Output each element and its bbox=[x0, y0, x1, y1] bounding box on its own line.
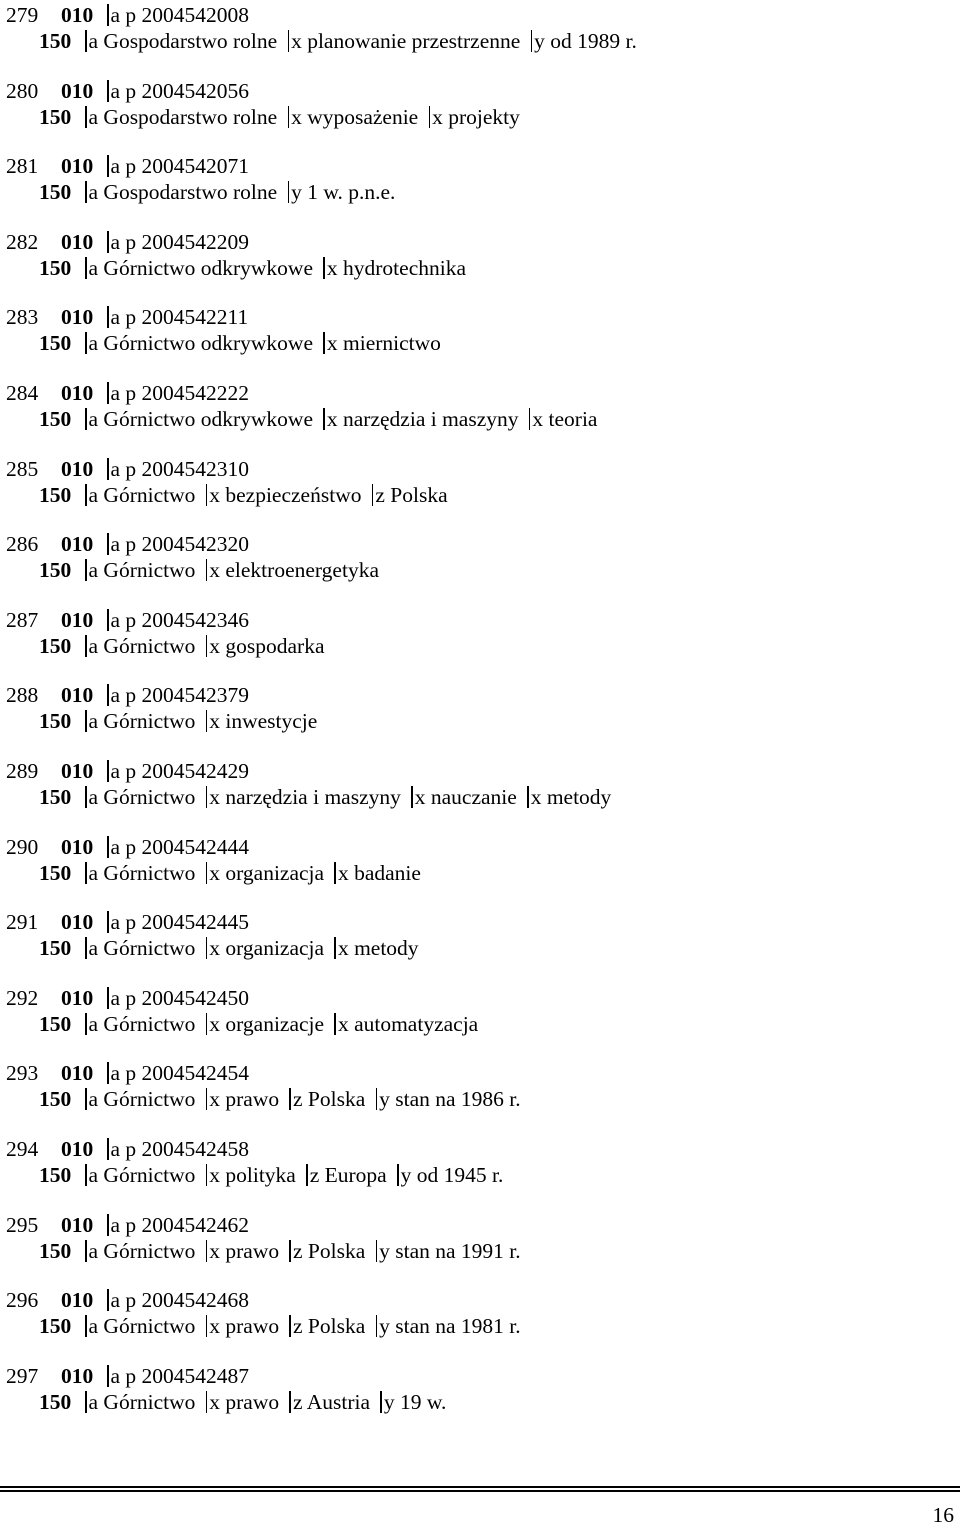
record-entry bbox=[6, 1060, 946, 1120]
subfield: a Górnictwo bbox=[88, 1087, 196, 1112]
record-header-line bbox=[6, 1136, 249, 1162]
subfield-delimiter bbox=[107, 1214, 109, 1236]
subfield-delimiter bbox=[206, 1013, 208, 1035]
subfield: y stan na 1986 r. bbox=[379, 1087, 521, 1112]
subfield: x organizacja bbox=[209, 860, 325, 885]
heading-line bbox=[39, 1238, 521, 1264]
subfield: y od 1989 r. bbox=[534, 29, 637, 53]
record-entry bbox=[6, 1212, 946, 1272]
subfield: a Górnictwo odkrywkowe bbox=[88, 407, 314, 431]
subfield-delimiter bbox=[85, 937, 87, 959]
subfield: a Górnictwo bbox=[88, 936, 196, 961]
subfield-delimiter bbox=[85, 1164, 87, 1186]
subfield-delimiter bbox=[85, 408, 87, 430]
field-tag: 010 bbox=[61, 1137, 94, 1161]
control-number: a p 2004542379 bbox=[110, 683, 250, 708]
subfield-delimiter bbox=[323, 257, 325, 279]
subfield-delimiter bbox=[107, 4, 109, 26]
subfield-delimiter bbox=[206, 559, 208, 581]
subfield-delimiter bbox=[107, 231, 109, 253]
subfield-delimiter bbox=[107, 1365, 109, 1387]
page-number: 16 bbox=[932, 1503, 954, 1527]
subfield-delimiter bbox=[107, 533, 109, 555]
subfield: y 19 w. bbox=[383, 1389, 447, 1414]
subfield-delimiter bbox=[85, 106, 87, 128]
subfield-delimiter bbox=[85, 257, 87, 279]
subfield: a Górnictwo bbox=[88, 1389, 196, 1414]
record-number: 280 bbox=[6, 78, 39, 103]
subfield: z Polska bbox=[292, 1314, 366, 1339]
subfield: x metody bbox=[337, 936, 419, 961]
field-tag: 010 bbox=[61, 834, 94, 859]
field-tag: 150 bbox=[39, 1314, 72, 1339]
field-tag: 150 bbox=[39, 255, 72, 280]
subfield: x metody bbox=[530, 785, 612, 809]
record-header-line bbox=[6, 985, 249, 1011]
field-tag: 010 bbox=[61, 154, 94, 179]
heading-line bbox=[39, 255, 466, 281]
control-number: a p 2004542008 bbox=[110, 3, 250, 27]
subfield: x badanie bbox=[337, 860, 421, 885]
subfield-delimiter bbox=[334, 937, 336, 959]
subfield: x wyposażenie bbox=[291, 104, 419, 129]
heading-line bbox=[39, 1011, 478, 1037]
field-tag: 010 bbox=[61, 985, 94, 1010]
subfield: x automatyzacja bbox=[337, 1011, 479, 1036]
subfield-delimiter bbox=[206, 710, 208, 732]
heading-line bbox=[39, 633, 325, 659]
record-header-line bbox=[6, 1060, 249, 1086]
record-entry bbox=[6, 1287, 946, 1347]
record-header-line bbox=[6, 909, 249, 935]
subfield-delimiter bbox=[206, 1391, 208, 1413]
record-number: 283 bbox=[6, 305, 39, 330]
control-number: a p 2004542209 bbox=[110, 229, 250, 254]
record-number: 286 bbox=[6, 532, 39, 557]
subfield: a Gospodarstwo rolne bbox=[88, 104, 278, 129]
subfield-delimiter bbox=[206, 1315, 208, 1337]
subfield-delimiter bbox=[85, 1315, 87, 1337]
subfield-delimiter bbox=[397, 1164, 399, 1186]
subfield: z Polska bbox=[292, 1087, 366, 1112]
subfield-delimiter bbox=[429, 106, 431, 128]
record-entry bbox=[6, 2, 946, 62]
subfield-delimiter bbox=[206, 1164, 208, 1186]
control-number: a p 2004542346 bbox=[110, 607, 250, 632]
control-number: a p 2004542462 bbox=[110, 1212, 250, 1237]
subfield-delimiter bbox=[411, 786, 413, 808]
subfield: x nauczanie bbox=[414, 785, 517, 809]
subfield: x organizacje bbox=[209, 1011, 325, 1036]
field-tag: 010 bbox=[61, 683, 94, 708]
subfield-delimiter bbox=[107, 80, 109, 102]
subfield: x polityka bbox=[209, 1163, 296, 1187]
subfield: a Górnictwo bbox=[88, 860, 196, 885]
control-number: a p 2004542444 bbox=[110, 834, 250, 859]
subfield: a Górnictwo bbox=[88, 1011, 196, 1036]
field-tag: 150 bbox=[39, 1389, 72, 1414]
record-number: 289 bbox=[6, 759, 39, 783]
record-number: 279 bbox=[6, 3, 39, 27]
field-tag: 150 bbox=[39, 331, 72, 356]
record-header-line bbox=[6, 380, 249, 406]
subfield-delimiter bbox=[376, 1088, 378, 1110]
record-entry bbox=[6, 607, 946, 667]
subfield: x hydrotechnika bbox=[326, 255, 467, 280]
subfield: a Górnictwo bbox=[88, 633, 196, 658]
subfield-delimiter bbox=[107, 1138, 109, 1160]
subfield: y stan na 1981 r. bbox=[379, 1314, 521, 1339]
control-number: a p 2004542211 bbox=[110, 305, 249, 330]
field-tag: 150 bbox=[39, 1011, 72, 1036]
subfield-delimiter bbox=[372, 484, 374, 506]
subfield: x projekty bbox=[432, 104, 520, 129]
subfield: a Górnictwo bbox=[88, 1238, 196, 1263]
subfield-delimiter bbox=[334, 862, 336, 884]
subfield-delimiter bbox=[206, 786, 208, 808]
record-number: 296 bbox=[6, 1288, 39, 1313]
record-header-line bbox=[6, 531, 249, 557]
field-tag: 010 bbox=[61, 456, 94, 481]
field-tag: 150 bbox=[39, 558, 72, 583]
control-number: a p 2004542458 bbox=[110, 1137, 250, 1161]
heading-line bbox=[39, 1086, 521, 1112]
subfield: z Polska bbox=[375, 482, 448, 507]
subfield-delimiter bbox=[288, 181, 290, 203]
subfield-delimiter bbox=[206, 1088, 208, 1110]
subfield-delimiter bbox=[85, 30, 87, 52]
record-header-line bbox=[6, 607, 249, 633]
field-tag: 150 bbox=[39, 1087, 72, 1112]
control-number: a p 2004542429 bbox=[110, 759, 250, 783]
heading-line bbox=[39, 330, 441, 356]
heading-line bbox=[39, 860, 421, 886]
record-number: 297 bbox=[6, 1363, 39, 1388]
heading-line bbox=[39, 104, 520, 130]
record-entry bbox=[6, 380, 946, 440]
control-number: a p 2004542450 bbox=[110, 985, 250, 1010]
field-tag: 150 bbox=[39, 785, 72, 809]
heading-line bbox=[39, 1162, 503, 1188]
subfield: x prawo bbox=[209, 1314, 280, 1339]
subfield: a Gospodarstwo rolne bbox=[88, 29, 278, 53]
subfield-delimiter bbox=[206, 937, 208, 959]
subfield-delimiter bbox=[107, 1289, 109, 1311]
heading-line bbox=[39, 1389, 446, 1415]
subfield: a Górnictwo bbox=[88, 785, 196, 809]
subfield-delimiter bbox=[531, 30, 533, 52]
subfield-delimiter bbox=[306, 1164, 308, 1186]
record-header-line bbox=[6, 1212, 249, 1238]
subfield: x narzędzia i maszyny bbox=[209, 785, 401, 809]
field-tag: 150 bbox=[39, 1238, 72, 1263]
subfield-delimiter bbox=[85, 1013, 87, 1035]
subfield-delimiter bbox=[107, 760, 109, 782]
subfield: a Górnictwo bbox=[88, 1314, 196, 1339]
subfield: x prawo bbox=[209, 1389, 280, 1414]
heading-line bbox=[39, 784, 611, 810]
record-entry bbox=[6, 456, 946, 516]
subfield-delimiter bbox=[85, 181, 87, 203]
field-tag: 010 bbox=[61, 532, 94, 557]
field-tag: 010 bbox=[61, 305, 94, 330]
subfield: x bezpieczeństwo bbox=[209, 482, 362, 507]
subfield-delimiter bbox=[376, 1315, 378, 1337]
subfield-delimiter bbox=[334, 1013, 336, 1035]
record-entry bbox=[6, 153, 946, 213]
field-tag: 150 bbox=[39, 482, 72, 507]
record-number: 291 bbox=[6, 910, 39, 935]
subfield-delimiter bbox=[289, 1240, 291, 1262]
subfield: x planowanie przestrzenne bbox=[291, 29, 521, 53]
subfield: y od 1945 r. bbox=[400, 1163, 504, 1187]
heading-line bbox=[39, 28, 637, 54]
record-entry bbox=[6, 909, 946, 969]
subfield-delimiter bbox=[289, 1315, 291, 1337]
subfield: x inwestycje bbox=[209, 709, 318, 734]
subfield-delimiter bbox=[85, 332, 87, 354]
record-header-line bbox=[6, 304, 248, 330]
heading-line bbox=[39, 179, 395, 205]
subfield: x teoria bbox=[532, 407, 598, 431]
subfield-delimiter bbox=[107, 382, 109, 404]
subfield: y stan na 1991 r. bbox=[379, 1238, 521, 1263]
subfield-delimiter bbox=[85, 1088, 87, 1110]
record-number: 293 bbox=[6, 1061, 39, 1086]
footer-rule-secondary bbox=[0, 1490, 960, 1492]
control-number: a p 2004542071 bbox=[110, 154, 250, 179]
subfield-delimiter bbox=[206, 635, 208, 657]
subfield-delimiter bbox=[85, 862, 87, 884]
record-number: 290 bbox=[6, 834, 39, 859]
subfield: x gospodarka bbox=[209, 633, 325, 658]
control-number: a p 2004542454 bbox=[110, 1061, 250, 1086]
record-number: 295 bbox=[6, 1212, 39, 1237]
subfield: a Górnictwo bbox=[88, 1163, 196, 1187]
subfield-delimiter bbox=[206, 862, 208, 884]
subfield: x elektroenergetyka bbox=[209, 558, 379, 583]
field-tag: 010 bbox=[61, 381, 94, 405]
heading-line bbox=[39, 935, 419, 961]
field-tag: 010 bbox=[61, 78, 94, 103]
field-tag: 010 bbox=[61, 910, 94, 935]
field-tag: 150 bbox=[39, 633, 72, 658]
field-tag: 150 bbox=[39, 104, 72, 129]
subfield-delimiter bbox=[288, 106, 290, 128]
record-number: 287 bbox=[6, 607, 39, 632]
subfield-delimiter bbox=[85, 559, 87, 581]
subfield: y 1 w. p.n.e. bbox=[291, 180, 396, 205]
subfield-delimiter bbox=[380, 1391, 382, 1413]
subfield-delimiter bbox=[85, 635, 87, 657]
record-entry bbox=[6, 304, 946, 364]
subfield-delimiter bbox=[85, 786, 87, 808]
subfield-delimiter bbox=[288, 30, 290, 52]
subfield-delimiter bbox=[107, 609, 109, 631]
record-entry bbox=[6, 531, 946, 591]
control-number: a p 2004542468 bbox=[110, 1288, 250, 1313]
field-tag: 010 bbox=[61, 3, 94, 27]
record-header-line bbox=[6, 1363, 249, 1389]
heading-line bbox=[39, 708, 317, 734]
subfield-delimiter bbox=[85, 1391, 87, 1413]
record-entry bbox=[6, 1363, 946, 1423]
heading-line bbox=[39, 482, 448, 508]
subfield-delimiter bbox=[107, 911, 109, 933]
subfield: x miernictwo bbox=[326, 331, 441, 356]
subfield-delimiter bbox=[107, 836, 109, 858]
subfield-delimiter bbox=[85, 710, 87, 732]
field-tag: 150 bbox=[39, 29, 72, 53]
heading-line bbox=[39, 406, 597, 432]
field-tag: 150 bbox=[39, 180, 72, 205]
subfield-delimiter bbox=[85, 1240, 87, 1262]
record-number: 284 bbox=[6, 381, 39, 405]
record-entry bbox=[6, 834, 946, 894]
record-header-line bbox=[6, 229, 249, 255]
field-tag: 010 bbox=[61, 1212, 94, 1237]
subfield: a Górnictwo odkrywkowe bbox=[88, 331, 314, 356]
subfield-delimiter bbox=[323, 408, 325, 430]
heading-line bbox=[39, 1313, 521, 1339]
subfield-delimiter bbox=[107, 987, 109, 1009]
record-header-line bbox=[6, 153, 249, 179]
field-tag: 010 bbox=[61, 1288, 94, 1313]
subfield-delimiter bbox=[206, 484, 208, 506]
field-tag: 150 bbox=[39, 709, 72, 734]
control-number: a p 2004542222 bbox=[110, 381, 250, 405]
field-tag: 010 bbox=[61, 229, 94, 254]
subfield-delimiter bbox=[289, 1391, 291, 1413]
field-tag: 010 bbox=[61, 1061, 94, 1086]
record-header-line bbox=[6, 834, 249, 860]
subfield-delimiter bbox=[107, 684, 109, 706]
subfield-delimiter bbox=[206, 1240, 208, 1262]
record-number: 292 bbox=[6, 985, 39, 1010]
record-entry bbox=[6, 229, 946, 289]
control-number: a p 2004542320 bbox=[110, 532, 250, 557]
record-entry bbox=[6, 78, 946, 138]
subfield-delimiter bbox=[107, 155, 109, 177]
subfield: a Górnictwo bbox=[88, 709, 196, 734]
record-header-line bbox=[6, 758, 249, 784]
subfield-delimiter bbox=[289, 1088, 291, 1110]
subfield: z Polska bbox=[292, 1238, 366, 1263]
record-header-line bbox=[6, 2, 249, 28]
control-number: a p 2004542445 bbox=[110, 910, 250, 935]
record-number: 294 bbox=[6, 1137, 39, 1161]
subfield: x narzędzia i maszyny bbox=[326, 407, 519, 431]
record-number: 285 bbox=[6, 456, 39, 481]
subfield-delimiter bbox=[527, 786, 529, 808]
record-header-line bbox=[6, 1287, 249, 1313]
record-header-line bbox=[6, 78, 249, 104]
subfield: a Górnictwo bbox=[88, 482, 196, 507]
subfield: a Gospodarstwo rolne bbox=[88, 180, 278, 205]
field-tag: 150 bbox=[39, 407, 72, 431]
subfield: a Górnictwo bbox=[88, 558, 196, 583]
record-entry bbox=[6, 758, 946, 818]
subfield: z Europa bbox=[309, 1163, 387, 1187]
control-number: a p 2004542310 bbox=[110, 456, 250, 481]
heading-line bbox=[39, 557, 379, 583]
field-tag: 150 bbox=[39, 860, 72, 885]
record-entry bbox=[6, 682, 946, 742]
control-number: a p 2004542487 bbox=[110, 1363, 250, 1388]
record-entry bbox=[6, 1136, 946, 1196]
subfield-delimiter bbox=[85, 484, 87, 506]
field-tag: 010 bbox=[61, 759, 94, 783]
field-tag: 150 bbox=[39, 936, 72, 961]
subfield: x prawo bbox=[209, 1087, 280, 1112]
subfield-delimiter bbox=[529, 408, 531, 430]
field-tag: 010 bbox=[61, 607, 94, 632]
subfield: x prawo bbox=[209, 1238, 280, 1263]
subfield: x organizacja bbox=[209, 936, 325, 961]
field-tag: 150 bbox=[39, 1163, 72, 1187]
subfield-delimiter bbox=[376, 1240, 378, 1262]
control-number: a p 2004542056 bbox=[110, 78, 250, 103]
record-header-line bbox=[6, 682, 249, 708]
field-tag: 010 bbox=[61, 1363, 94, 1388]
subfield-delimiter bbox=[107, 458, 109, 480]
record-header-line bbox=[6, 456, 249, 482]
record-number: 281 bbox=[6, 154, 39, 179]
record-number: 288 bbox=[6, 683, 39, 708]
subfield: a Górnictwo odkrywkowe bbox=[88, 255, 314, 280]
subfield: z Austria bbox=[292, 1389, 371, 1414]
subfield-delimiter bbox=[107, 306, 109, 328]
record-number: 282 bbox=[6, 229, 39, 254]
footer-rule bbox=[0, 1486, 960, 1488]
record-entry bbox=[6, 985, 946, 1045]
subfield-delimiter bbox=[323, 332, 325, 354]
subfield-delimiter bbox=[107, 1062, 109, 1084]
